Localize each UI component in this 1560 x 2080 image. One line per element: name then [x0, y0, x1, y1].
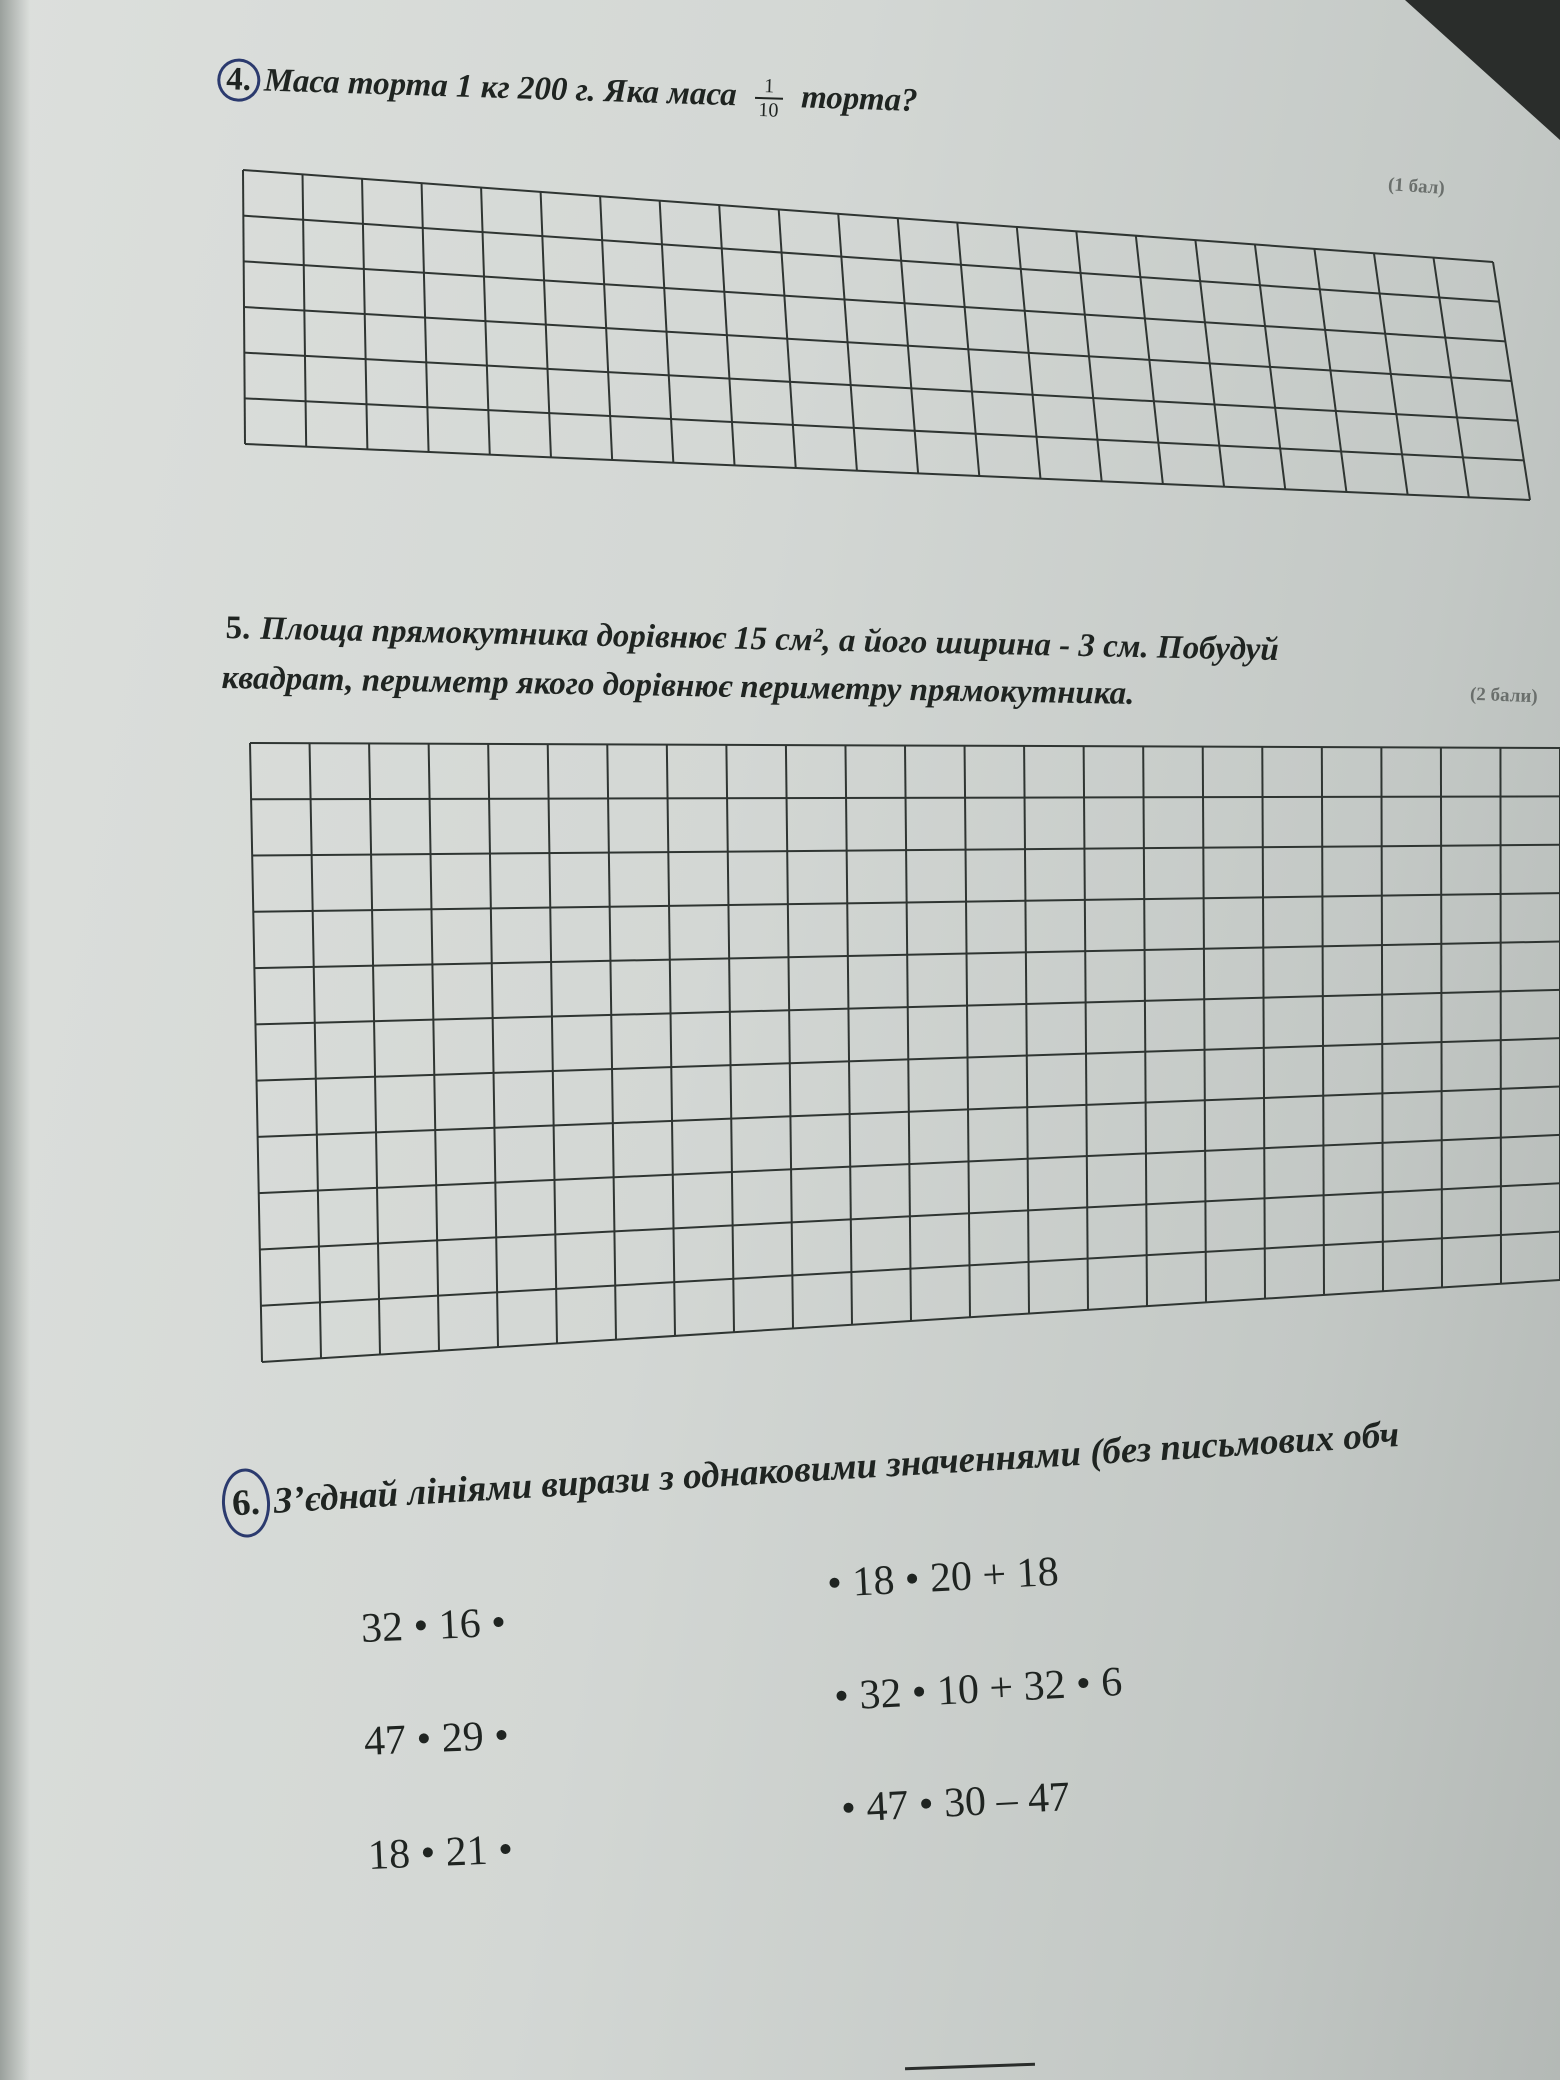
grid1-row-line — [243, 216, 1499, 302]
task4-fraction-numerator: 1 — [763, 75, 775, 98]
task5-line2-text: квадрат, периметр якого дорівнює периметру прямокутника. — [221, 660, 1135, 712]
task4-number: 4. — [217, 58, 261, 102]
right-expression-2[interactable]: • 32 • 10 + 32 • 6 — [833, 1658, 1124, 1720]
task5-number: 5. — [225, 610, 251, 647]
task6-text: З’єднай лініями вирази з однаковими значеннями (без письмових обч — [272, 1414, 1401, 1522]
task5-line1-text: Площа прямокутника дорівнює 15 см², а його ширина - 3 см. Побудуй — [259, 610, 1280, 669]
grid1-row-line — [244, 353, 1517, 421]
task4-fraction-denominator: 10 — [754, 97, 783, 122]
grid1-row-line — [244, 261, 1506, 341]
grid1-row-line — [244, 307, 1512, 381]
task4-text-after: торта? — [800, 79, 919, 119]
task4-text-before: Маса торта 1 кг 200 г. Яка маса — [263, 62, 738, 114]
left-expression-3[interactable]: 18 • 21 • — [367, 1826, 514, 1879]
left-expression-2[interactable]: 47 • 29 • — [363, 1712, 510, 1765]
task6-number: 6. — [220, 1467, 272, 1539]
left-expression-1[interactable]: 32 • 16 • — [360, 1599, 507, 1652]
grid1-row-line — [245, 398, 1524, 460]
grid1-row-line — [245, 444, 1530, 500]
grid1-row-line — [243, 170, 1493, 262]
task4-points: (1 бал) — [1387, 174, 1446, 199]
task5-points: (2 бали) — [1469, 683, 1539, 708]
right-expression-1[interactable]: • 18 • 20 + 18 — [826, 1548, 1060, 1607]
right-expression-3[interactable]: • 47 • 30 – 47 — [840, 1774, 1072, 1832]
